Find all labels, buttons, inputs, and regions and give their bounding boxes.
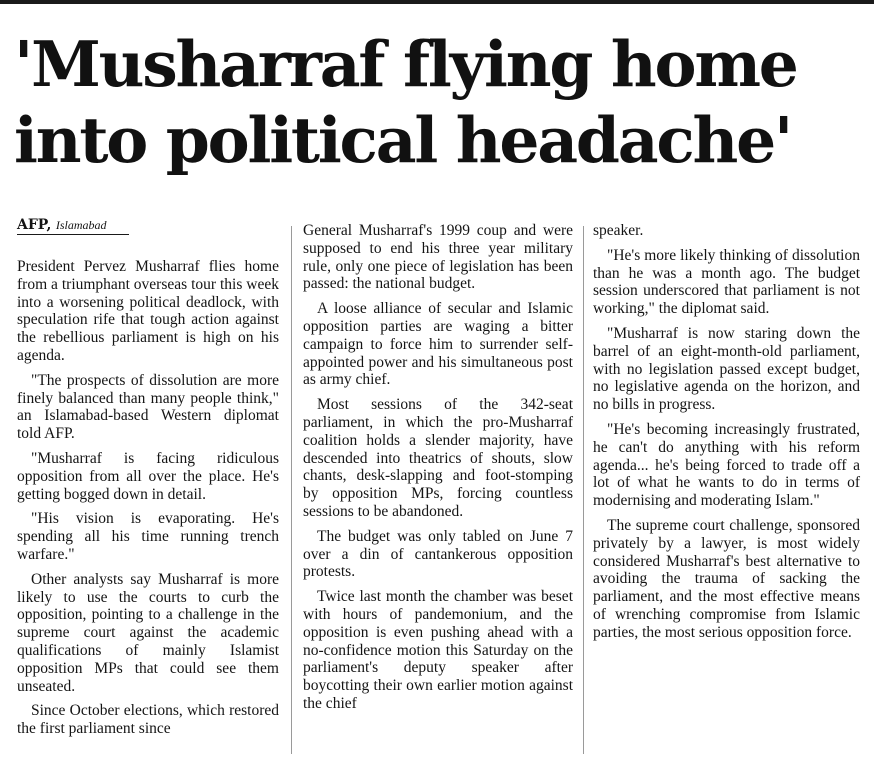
paragraph: Most sessions of the 342-seat parliament, in which the pro-Musharraf coalition holds a slender majority, have descended into theatrics of shouts, slow chants, desk-slapping and foot-stomping by opposition MPs, forcing countless sessions to be abandoned. bbox=[303, 396, 573, 520]
headline-line-1: 'Musharraf flying home bbox=[14, 27, 797, 101]
paragraph: The budget was only tabled on June 7 over a din of cantankerous opposition protests. bbox=[303, 527, 573, 581]
paragraph: "Musharraf is facing ridiculous opposition from all over the place. He's getting bogged down in detail. bbox=[17, 449, 279, 503]
paragraph: "He's more likely thinking of dissolution than he was a month ago. The budget session underscored that parliament is not working," the diplomat said. bbox=[593, 246, 860, 318]
article-column-1 bbox=[17, 258, 279, 745]
column-divider bbox=[291, 226, 292, 754]
article-column-3 bbox=[593, 222, 860, 649]
paragraph: speaker. bbox=[593, 222, 644, 239]
paragraph: Since October elections, which restored the first parliament since bbox=[17, 702, 279, 738]
paragraph: Twice last month the chamber was beset with hours of pandemonium, and the opposition is even pushing ahead with a no-confidence motion this Saturday on the parliament's deputy speaker after boycotting their own earlier motion against the chief bbox=[303, 588, 573, 712]
paragraph: "His vision is evaporating. He's spending all his time running trench warfare." bbox=[17, 510, 279, 563]
paragraph: President Pervez Musharraf flies home from a triumphant overseas tour this week into a worsening political deadlock, with speculation rife that tough action against the rebellious parliament is high on his agenda. bbox=[17, 258, 279, 364]
paragraph: Other analysts say Musharraf is more likely to use the courts to curb the opposition, pointing to a challenge in the supreme court against the academic qualifications of mainly Islamist opposition MPs that could see them unseated. bbox=[17, 570, 279, 695]
article-column-2 bbox=[303, 222, 573, 720]
headline-line-2: into political headache' bbox=[14, 103, 792, 177]
headline bbox=[14, 26, 870, 178]
paragraph: "Musharraf is now staring down the barrel of an eight-month-old parliament, with no legislation passed except budget, no legislative agenda on the horizon, and no bills in progress. bbox=[593, 324, 860, 414]
paragraph: General Musharraf's 1999 coup and were supposed to end his three year military rule, only one piece of legislation has been passed: the national budget. bbox=[303, 222, 573, 293]
byline bbox=[17, 217, 129, 235]
paragraph: The supreme court challenge, sponsored privately by a lawyer, is most widely considered Musharraf's best alternative to avoiding the trauma of sacking the parliament, and the most effective means of wrenching compromise from Islamic parties, the most serious opposition force. bbox=[593, 516, 860, 641]
paragraph: "He's becoming increasingly frustrated, he can't do anything with his reform agenda... he's being forced to trade off a lot of what he wants to do in terms of modernising and moderating Islam." bbox=[593, 420, 860, 510]
paragraph: A loose alliance of secular and Islamic opposition parties are waging a bitter campaign to force him to surrender self-appointed power and his simultaneous post as army chief. bbox=[303, 300, 573, 389]
top-rule bbox=[0, 0, 874, 4]
column-divider bbox=[583, 226, 584, 754]
byline-place: Islamabad bbox=[55, 218, 107, 232]
paragraph: "The prospects of dissolution are more finely balanced than many people think," an Islamabad-based Western diplomat told AFP. bbox=[17, 371, 279, 443]
byline-agency: AFP, bbox=[17, 217, 52, 233]
